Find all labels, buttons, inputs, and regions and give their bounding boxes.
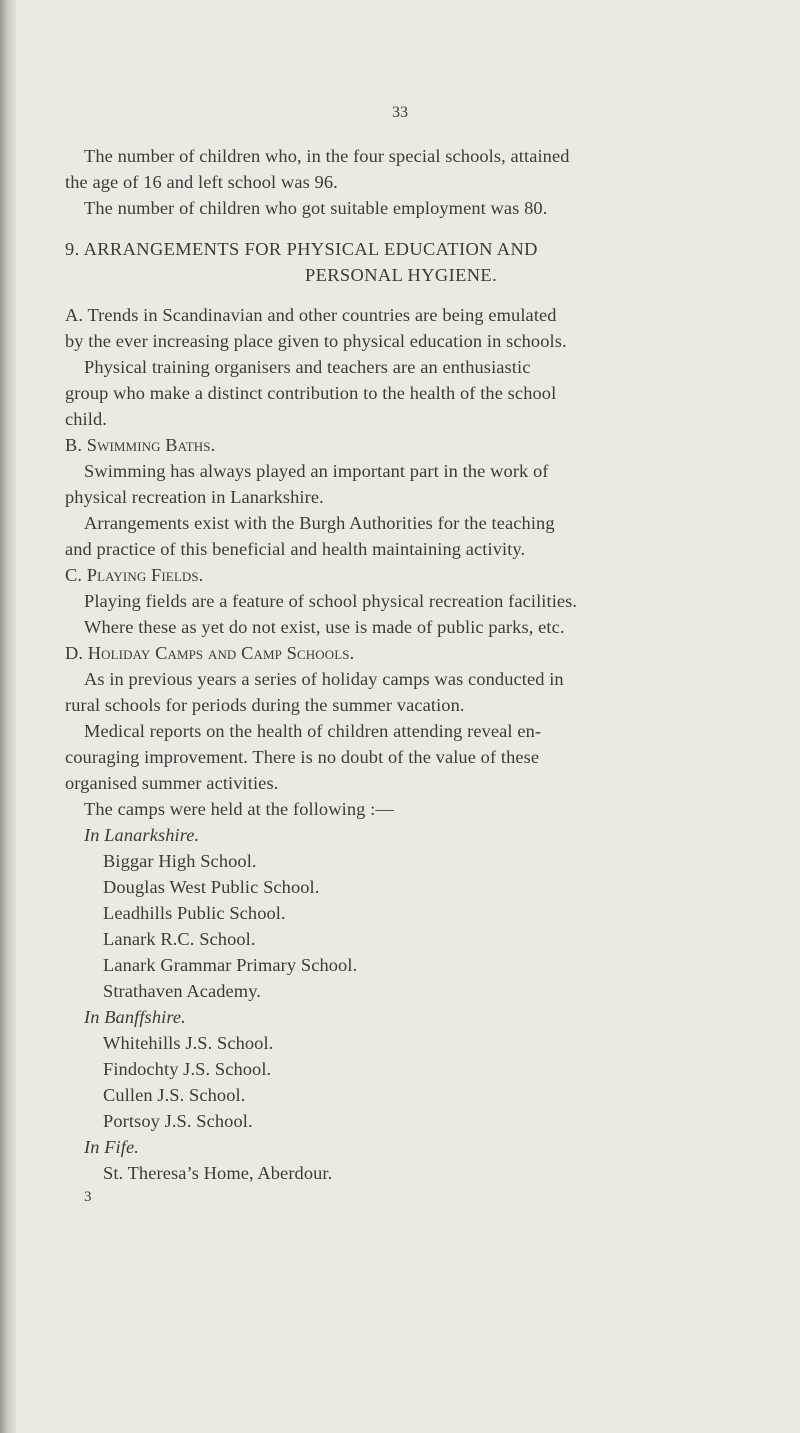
section-heading: 9. ARRANGEMENTS FOR PHYSICAL EDUCATION AND xyxy=(65,239,538,259)
signature-mark: 3 xyxy=(84,1189,92,1205)
page-number: 33 xyxy=(392,104,408,121)
list-item: Leadhills Public School. xyxy=(103,903,286,923)
text-line: The number of children who, in the four special schools, attained xyxy=(84,146,570,166)
text-line: Medical reports on the health of children attending reveal en- xyxy=(84,721,542,741)
subsection-heading: B. Swimming Baths. xyxy=(65,435,216,455)
text-line: Arrangements exist with the Burgh Authorities for the teaching xyxy=(84,513,555,533)
list-item: Portsoy J.S. School. xyxy=(103,1111,253,1131)
text-line: Swimming has always played an important part in the work of xyxy=(84,461,549,481)
region-heading: In Fife. xyxy=(84,1137,139,1157)
text-line: the age of 16 and left school was 96. xyxy=(65,172,338,192)
text-line: The camps were held at the following :— xyxy=(84,799,394,819)
list-item: Whitehills J.S. School. xyxy=(103,1033,274,1053)
text-line: by the ever increasing place given to physical education in schools. xyxy=(65,331,567,351)
text-line: group who make a distinct contribution to the health of the school xyxy=(65,383,557,403)
subsection-heading: C. Playing Fields. xyxy=(65,565,204,585)
subsection-heading: D. Holiday Camps and Camp Schools. xyxy=(65,643,355,663)
text-line: Physical training organisers and teachers are an enthusiastic xyxy=(84,357,531,377)
text-line: A. Trends in Scandinavian and other countries are being emulated xyxy=(65,305,557,325)
list-item: St. Theresa’s Home, Aberdour. xyxy=(103,1163,333,1183)
book-spine-shadow xyxy=(0,0,16,1433)
text-line: rural schools for periods during the summer vacation. xyxy=(65,695,465,715)
text-line: physical recreation in Lanarkshire. xyxy=(65,487,324,507)
list-item: Strathaven Academy. xyxy=(103,981,261,1001)
list-item: Lanark Grammar Primary School. xyxy=(103,955,358,975)
section-heading: PERSONAL HYGIENE. xyxy=(305,265,498,285)
region-heading: In Banffshire. xyxy=(84,1007,186,1027)
text-line: and practice of this beneficial and health maintaining activity. xyxy=(65,539,526,559)
list-item: Findochty J.S. School. xyxy=(103,1059,272,1079)
list-item: Douglas West Public School. xyxy=(103,877,320,897)
text-line: child. xyxy=(65,409,107,429)
text-line: The number of children who got suitable employment was 80. xyxy=(84,198,548,218)
text-line: Playing fields are a feature of school physical recreation facilities. xyxy=(84,591,578,611)
list-item: Biggar High School. xyxy=(103,851,257,871)
text-line: As in previous years a series of holiday camps was conducted in xyxy=(84,669,564,689)
text-line: couraging improvement. There is no doubt of the value of these xyxy=(65,747,540,767)
region-heading: In Lanarkshire. xyxy=(84,825,200,845)
text-line: Where these as yet do not exist, use is made of public parks, etc. xyxy=(84,617,565,637)
list-item: Lanark R.C. School. xyxy=(103,929,256,949)
text-line: organised summer activities. xyxy=(65,773,279,793)
list-item: Cullen J.S. School. xyxy=(103,1085,246,1105)
